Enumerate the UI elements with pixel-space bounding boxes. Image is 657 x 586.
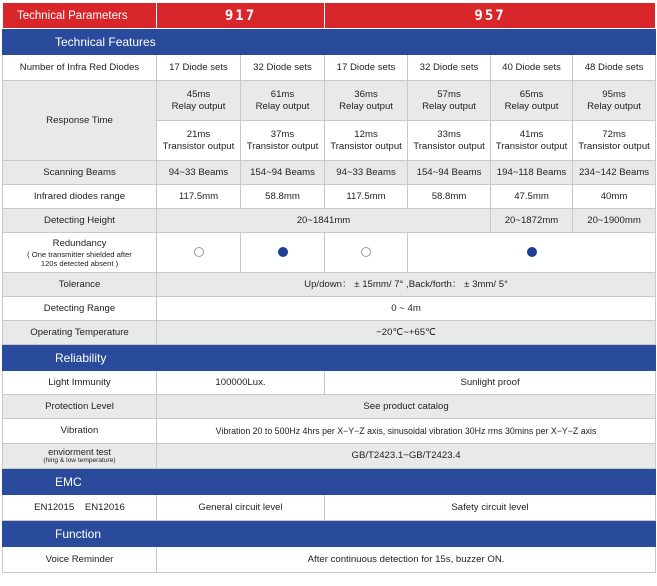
row-label: Detecting Range	[3, 297, 157, 321]
cell-value: 94~33 Beams	[157, 161, 241, 185]
row-beams	[3, 161, 656, 185]
model-917: 917	[157, 3, 325, 29]
cell-value: 58.8mm	[241, 185, 325, 209]
cell-value: 154~94 Beams	[241, 161, 325, 185]
row-tolerance	[3, 273, 656, 297]
redundancy-off-icon	[361, 247, 371, 257]
section-title: EMC	[3, 469, 656, 495]
cell-value: Sunlight proof	[325, 371, 656, 395]
cell-value: 61ms Relay output	[241, 81, 325, 121]
row-vibration	[3, 419, 656, 444]
cell-value: General circuit level	[157, 495, 325, 521]
cell-value: 94~33 Beams	[325, 161, 408, 185]
cell-value: 20~1872mm	[491, 209, 573, 233]
row-label: Redundancy ( One transmitter shielded after 120s detected absent )	[3, 233, 157, 273]
cell-value: 12ms Transistor output	[325, 121, 408, 161]
row-label: Infrared diodes range	[3, 185, 157, 209]
cell-value: 17 Diode sets	[325, 55, 408, 81]
row-label: Vibration	[3, 419, 157, 444]
row-voice	[3, 547, 656, 573]
row-label: Detecting Height	[3, 209, 157, 233]
row-protection	[3, 395, 656, 419]
cell-value: 234~142 Beams	[573, 161, 656, 185]
cell-value: 72ms Transistor output	[573, 121, 656, 161]
cell-value: 47.5mm	[491, 185, 573, 209]
cell-value: GB/T2423.1−GB/T2423.4	[157, 444, 656, 469]
redundancy-on-icon	[278, 247, 288, 257]
cell-value: 41ms Transistor output	[491, 121, 573, 161]
cell-value: 20~1900mm	[573, 209, 656, 233]
spec-table	[2, 2, 656, 573]
row-label: Number of Infra Red Diodes	[3, 55, 157, 81]
section-emc	[3, 469, 656, 495]
row-diode-range	[3, 185, 656, 209]
cell-value: 100000Lux.	[157, 371, 325, 395]
row-label: Tolerance	[3, 273, 157, 297]
cell-value: Safety circuit level	[325, 495, 656, 521]
cell-value	[325, 233, 408, 273]
row-response-relay	[3, 81, 656, 121]
cell-value: 95ms Relay output	[573, 81, 656, 121]
cell-value: 37ms Transistor output	[241, 121, 325, 161]
cell-value: 21ms Transistor output	[157, 121, 241, 161]
cell-value: 40 Diode sets	[491, 55, 573, 81]
cell-value: 32 Diode sets	[408, 55, 491, 81]
row-diodes	[3, 55, 656, 81]
row-label: Light Immunity	[3, 371, 157, 395]
cell-value: 65ms Relay output	[491, 81, 573, 121]
cell-value	[241, 233, 325, 273]
header-row	[3, 3, 656, 29]
cell-value: 33ms Transistor output	[408, 121, 491, 161]
section-technical-features	[3, 29, 656, 55]
row-light-immunity	[3, 371, 656, 395]
row-emc	[3, 495, 656, 521]
cell-value: Vibration 20 to 500Hz 4hrs per X−Y−Z axis, sinusoidal vibration 30Hz rms 30mins per X−Y−Z axis	[157, 419, 656, 444]
row-label: Protection Level	[3, 395, 157, 419]
cell-value	[157, 233, 241, 273]
cell-value: 117.5mm	[325, 185, 408, 209]
cell-value: 58.8mm	[408, 185, 491, 209]
cell-value: Up/down： ± 15mm/ 7° ,Back/forth： ± 3mm/ 5°	[157, 273, 656, 297]
cell-value: 117.5mm	[157, 185, 241, 209]
cell-value	[408, 233, 656, 273]
row-label: Operating Temperature	[3, 321, 157, 345]
cell-value: 32 Diode sets	[241, 55, 325, 81]
redundancy-on-icon	[527, 247, 537, 257]
cell-value: −20℃~+65℃	[157, 321, 656, 345]
model-957: 957	[325, 3, 656, 29]
row-detect-range	[3, 297, 656, 321]
section-title: Technical Features	[3, 29, 656, 55]
section-reliability	[3, 345, 656, 371]
row-redundancy	[3, 233, 656, 273]
row-label: Scanning Beams	[3, 161, 157, 185]
redundancy-off-icon	[194, 247, 204, 257]
cell-value: 194~118 Beams	[491, 161, 573, 185]
cell-value: 48 Diode sets	[573, 55, 656, 81]
row-environment	[3, 444, 656, 469]
cell-value: After continuous detection for 15s, buzzer ON.	[157, 547, 656, 573]
row-label: Voice Reminder	[3, 547, 157, 573]
section-title: Function	[3, 521, 656, 547]
cell-value: 57ms Relay output	[408, 81, 491, 121]
header-label: Technical Parameters	[3, 3, 157, 29]
cell-value: 20~1841mm	[157, 209, 491, 233]
row-label: enviorment test (hing & low temperature)	[3, 444, 157, 469]
cell-value: 45ms Relay output	[157, 81, 241, 121]
cell-value: 154~94 Beams	[408, 161, 491, 185]
cell-value: See product catalog	[157, 395, 656, 419]
cell-value: 40mm	[573, 185, 656, 209]
cell-value: 36ms Relay output	[325, 81, 408, 121]
section-title: Reliability	[3, 345, 656, 371]
section-function	[3, 521, 656, 547]
row-label: EN12015 EN12016	[3, 495, 157, 521]
cell-value: 17 Diode sets	[157, 55, 241, 81]
row-label: Response Time	[3, 81, 157, 161]
row-temperature	[3, 321, 656, 345]
row-height	[3, 209, 656, 233]
cell-value: 0 ~ 4m	[157, 297, 656, 321]
